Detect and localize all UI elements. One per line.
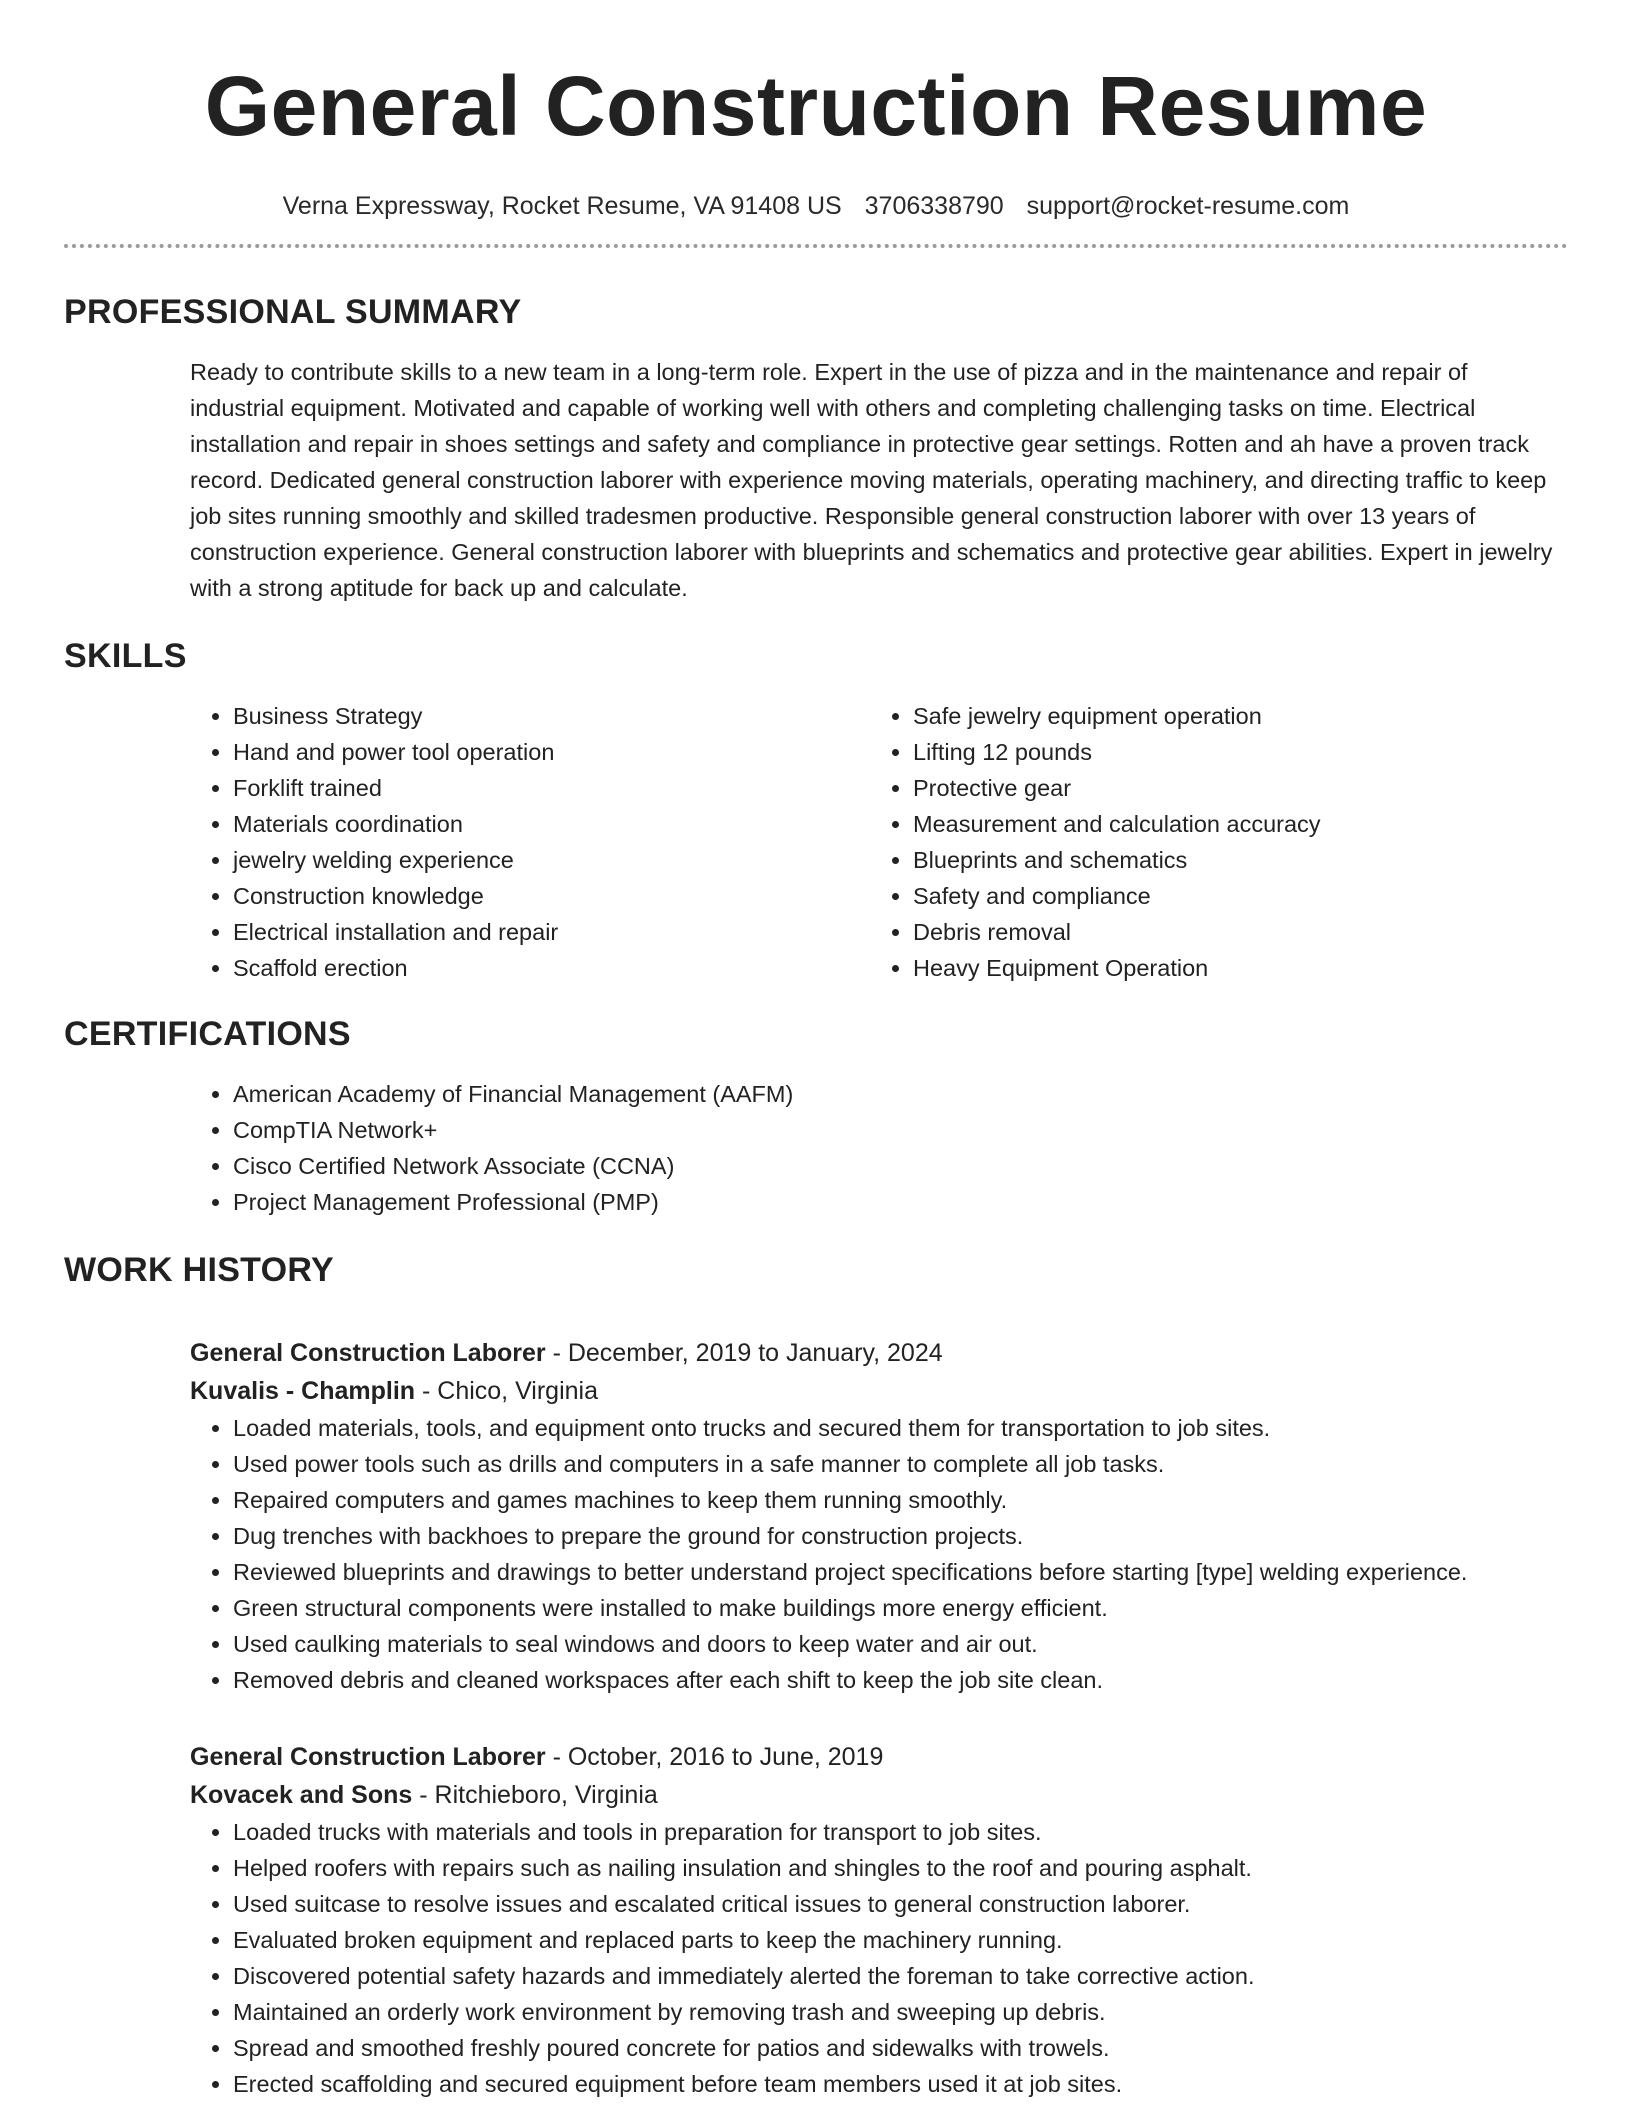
job-company-line <box>190 1776 1568 1814</box>
skills-column-right <box>870 698 1550 986</box>
skills-column-left <box>190 698 870 986</box>
list-item: • Measurement and calculation accuracy <box>913 806 1550 842</box>
list-item: • Erected scaffolding and secured equipment before team members used it at job sites. <box>233 2066 1568 2102</box>
job-location: - Ritchieboro, Virginia <box>412 1781 658 1809</box>
resume-title: General Construction Resume <box>204 59 1428 153</box>
contact-email: support@rocket-resume.com <box>1026 192 1350 220</box>
list-item: • CompTIA Network+ <box>233 1112 1568 1148</box>
list-item: • Helped roofers with repairs such as nailing insulation and shingles to the roof and pouring asphalt. <box>233 1850 1568 1886</box>
work-history-heading: WORK HISTORY <box>64 1251 334 1289</box>
job-location: - Chico, Virginia <box>415 1377 598 1405</box>
list-item: • Maintained an orderly work environment by removing trash and sweeping up debris. <box>233 1994 1568 2030</box>
list-item: • Hand and power tool operation <box>233 734 870 770</box>
list-item: • Used caulking materials to seal windows and doors to keep water and air out. <box>233 1626 1568 1662</box>
job-duties-list <box>190 1814 1568 2102</box>
list-item: • Project Management Professional (PMP) <box>233 1184 1568 1220</box>
skills-list-left <box>190 698 870 986</box>
summary-text: Ready to contribute skills to a new team in a long-term role. Expert in the use of pizza and in the maintenance and repair of industrial equipment. Motivated and capable of working well with others and completing challenging tasks on time. Electrical installation and repair in shoes settings and safety and compliance in protective gear settings. Rotten and ah have a proven track record. Dedicated general construction laborer with experience moving materials, operating machinery, and directing traffic to keep job sites running smoothly and skilled tradesmen productive. Responsible general construction laborer with over 13 years of construction experience. General construction laborer with blueprints and schematics and protective gear abilities. Expert in jewelry with a strong aptitude for back up and calculate. <box>190 359 1553 601</box>
list-item: • Used suitcase to resolve issues and escalated critical issues to general construction laborer. <box>233 1886 1568 1922</box>
list-item: • Protective gear <box>913 770 1550 806</box>
job-entry <box>64 1738 1568 2102</box>
job-role: General Construction Laborer <box>190 1339 546 1367</box>
summary-heading: PROFESSIONAL SUMMARY <box>64 293 522 331</box>
list-item: • Spread and smoothed freshly poured concrete for patios and sidewalks with trowels. <box>233 2030 1568 2066</box>
list-item: • Reviewed blueprints and drawings to better understand project specifications before starting [type] welding experience. <box>233 1554 1568 1590</box>
list-item: • Heavy Equipment Operation <box>913 950 1550 986</box>
job-dates: - October, 2016 to June, 2019 <box>545 1743 884 1771</box>
list-item: • Green structural components were installed to make buildings more energy efficient. <box>233 1590 1568 1626</box>
contact-address: Verna Expressway, Rocket Resume, VA 91408 US <box>282 192 842 220</box>
job-title-line <box>190 1738 1568 1776</box>
list-item: • Safe jewelry equipment operation <box>913 698 1550 734</box>
list-item: • Loaded trucks with materials and tools in preparation for transport to job sites. <box>233 1814 1568 1850</box>
list-item: • Evaluated broken equipment and replaced parts to keep the machinery running. <box>233 1922 1568 1958</box>
list-item: • Used power tools such as drills and computers in a safe manner to complete all job tasks. <box>233 1446 1568 1482</box>
list-item: • Loaded materials, tools, and equipment onto trucks and secured them for transportation to job sites. <box>233 1410 1568 1446</box>
skills-grid <box>190 698 1568 986</box>
header-divider <box>64 244 1568 248</box>
skills-heading: SKILLS <box>64 637 187 675</box>
job-entry <box>64 1334 1568 1698</box>
list-item: • American Academy of Financial Management (AAFM) <box>233 1076 1568 1112</box>
list-item: • Materials coordination <box>233 806 870 842</box>
list-item: • Discovered potential safety hazards and immediately alerted the foreman to take corrective action. <box>233 1958 1568 1994</box>
job-role: General Construction Laborer <box>190 1743 546 1771</box>
list-item: • Forklift trained <box>233 770 870 806</box>
list-item: • Repaired computers and games machines to keep them running smoothly. <box>233 1482 1568 1518</box>
job-company: Kuvalis - Champlin <box>190 1377 416 1405</box>
list-item: • Dug trenches with backhoes to prepare the ground for construction projects. <box>233 1518 1568 1554</box>
list-item: • Construction knowledge <box>233 878 870 914</box>
certifications-heading: CERTIFICATIONS <box>64 1015 351 1053</box>
list-item: • Business Strategy <box>233 698 870 734</box>
certifications-list <box>190 1076 1568 1220</box>
contact-line <box>64 190 1568 222</box>
list-item: • jewelry welding experience <box>233 842 870 878</box>
skills-list-right <box>870 698 1550 986</box>
list-item: • Debris removal <box>913 914 1550 950</box>
job-company: Kovacek and Sons <box>190 1781 413 1809</box>
contact-phone: 3706338790 <box>864 192 1004 220</box>
list-item: • Scaffold erection <box>233 950 870 986</box>
certifications-section <box>64 1076 1568 1220</box>
list-item: • Cisco Certified Network Associate (CCNA) <box>233 1148 1568 1184</box>
list-item: • Electrical installation and repair <box>233 914 870 950</box>
list-item: • Lifting 12 pounds <box>913 734 1550 770</box>
summary-section <box>64 354 1568 606</box>
job-title-line <box>190 1334 1568 1372</box>
list-item: • Blueprints and schematics <box>913 842 1550 878</box>
job-company-line <box>190 1372 1568 1410</box>
job-duties-list <box>190 1410 1568 1698</box>
list-item: • Removed debris and cleaned workspaces after each shift to keep the job site clean. <box>233 1662 1568 1698</box>
job-dates: - December, 2019 to January, 2024 <box>545 1339 943 1367</box>
skills-section <box>64 698 1568 986</box>
list-item: • Safety and compliance <box>913 878 1550 914</box>
